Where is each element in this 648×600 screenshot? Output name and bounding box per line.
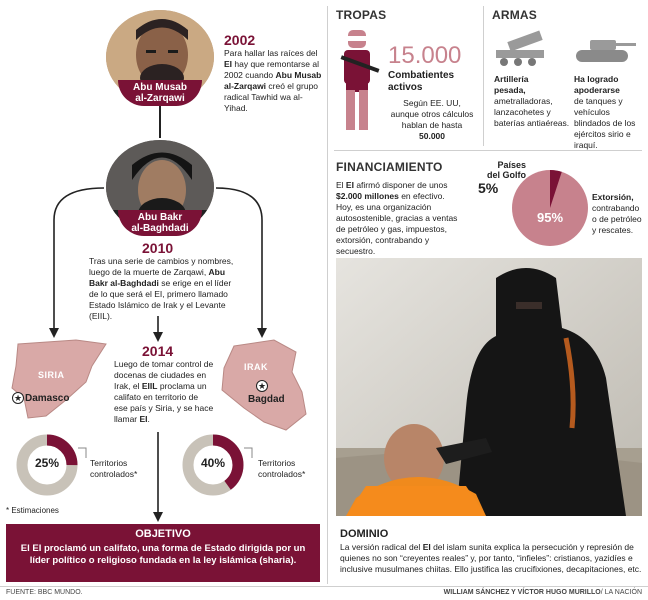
estimaciones-footnote: * Estimaciones <box>6 506 59 515</box>
objetivo-text-a: El <box>20 543 33 554</box>
irak-donut-leader <box>244 446 258 460</box>
tanques-line2: apoderarse <box>574 85 620 95</box>
financiamiento-text <box>336 180 460 257</box>
fin-text-b: EI <box>345 180 354 190</box>
zarqawi-text-e: creó el grupo radical Tawhid wa al-Yihad. <box>224 81 319 113</box>
zarqawi-name-line1: Abu Musab <box>133 82 187 93</box>
tropas-note-line4: 50.000 <box>419 131 445 141</box>
damasco-star-icon: ★ <box>13 393 23 403</box>
year-2014: 2014 <box>142 343 174 359</box>
soldier-icon <box>336 26 382 136</box>
siria-percent: 25% <box>34 456 60 470</box>
siria-label: SIRIA <box>38 370 65 380</box>
tropas-title: TROPAS <box>336 8 387 22</box>
tropas-note-line2: aunque otros cálculos <box>390 109 474 119</box>
baghdadi-text-a: Tras una serie de cambios y nombres, luego de la muerte de Zarqawi, <box>89 256 234 277</box>
tropas-label <box>388 70 454 94</box>
photo-illustration <box>336 258 642 516</box>
dominio-text-b: EI <box>422 542 431 552</box>
dominio-text-c: del islam sunita explica la persecución y represión de quienes no son “creyentes reales” y, por tanto, “infieles”: cristianos, yazidíes e inclusive musulmanes chiitas. Ello justifica las crucifixiones, decapitaciones, etc. <box>340 542 642 574</box>
main-percent: 95% <box>536 210 564 225</box>
siria-caption-line1: Territorios <box>90 458 128 468</box>
y2014-text-d: EI <box>139 414 148 424</box>
artilleria-rest: ametralladoras, lanzacohetes y baterías antiaéreas. <box>494 96 570 128</box>
baghdadi-description <box>89 256 239 322</box>
tropas-note-line1: Según EE. UU, <box>403 98 461 108</box>
financiamiento-pie-chart <box>510 168 590 248</box>
dominio-text-a: La versión radical del <box>340 542 423 552</box>
y2014-text-e: . <box>147 414 150 424</box>
bagdad-label: Bagdad <box>248 394 285 405</box>
irak-label: IRAK <box>244 362 268 372</box>
objetivo-title: OBJETIVO <box>135 528 191 540</box>
artilleria-line1: Artillería <box>494 74 529 84</box>
year-2010: 2010 <box>142 240 174 256</box>
baghdadi-name-line2: al-Baghdadi <box>131 223 189 234</box>
y2014-text-b: EIIL <box>141 381 158 391</box>
tank-icon <box>572 34 638 68</box>
footer-divider <box>0 586 648 587</box>
fin-text-d: $2.000 millones <box>336 191 399 201</box>
news-photo <box>336 258 642 516</box>
objetivo-text-c: proclamó un califato, una forma de Estado dirigida por un líder político o religioso fundada en la ley islámica (sharia). <box>29 543 306 566</box>
baghdadi-text-b: Abu Bakr al-Baghdadi <box>89 267 226 288</box>
zarqawi-text-a: Para hallar las raíces del <box>224 48 318 58</box>
tropas-label-line2: activos <box>388 82 423 93</box>
dominio-text <box>340 542 644 575</box>
baghdadi-text-c: se erige en el líder de lo que será el EI, primero llamado Estado Islámico de Irak y el Levante (EIIL). <box>89 278 232 321</box>
artilleria-text <box>494 74 570 129</box>
armas-title: ARMAS <box>492 8 537 22</box>
tropas-note-line3: hablan de hasta <box>401 120 463 130</box>
zarqawi-text-b: EI <box>224 59 233 69</box>
damasco-label: Damasco <box>25 393 70 404</box>
footer-credits-wrap <box>444 589 642 596</box>
baghdadi-name-line1: Abu Bakr <box>137 212 183 223</box>
extorsion-rest: contrabando o de petróleo y rescates. <box>592 203 642 235</box>
footer-source: FUENTE: BBC MUNDO. <box>6 589 83 596</box>
fin-text-e: en efectivo. Hoy, es una organización autosostenible, gracias a ventas de petróleo y gas, impuestos, extorsión, contrabando y secuestro. <box>336 191 458 256</box>
column-divider <box>327 6 328 584</box>
footer-credits: WILLIAM SÁNCHEZ Y VÍCTOR HUGO MURILLO <box>443 589 601 596</box>
golfo-percent: 5% <box>478 180 499 196</box>
bagdad-star-icon: ★ <box>257 381 267 391</box>
year-2002: 2002 <box>224 32 256 48</box>
objetivo-box <box>6 524 320 582</box>
fin-text-a: El <box>336 180 346 190</box>
tropas-note <box>386 98 478 142</box>
tanques-text <box>574 74 644 151</box>
tropas-label-line1: Combatientes <box>388 70 455 81</box>
extorsion-text <box>592 192 644 236</box>
golfo-line1: Países <box>497 160 526 170</box>
extorsion-title: Extorsión, <box>592 192 634 202</box>
fin-text-c: afirmó disponer de unos <box>353 180 448 190</box>
irak-caption <box>258 458 305 480</box>
y2014-text-a: Luego de tomar control de docenas de ciudades en Irak, el <box>114 359 214 391</box>
y2014-description <box>114 359 214 425</box>
objetivo-text <box>14 543 312 567</box>
zarqawi-text-d: Abu Musab al-Zarqawi <box>224 70 322 91</box>
irak-caption-line2: controlados* <box>258 469 306 479</box>
golfo-line2: del Golfo <box>487 170 526 180</box>
tropas-armas-divider <box>483 6 484 146</box>
y2014-text-c: proclama un califato en territorio de ese país y Siria, y se hace llamar <box>114 381 214 424</box>
siria-caption <box>90 458 137 480</box>
rocket-launcher-icon <box>492 28 550 68</box>
dominio-title: DOMINIO <box>340 528 389 540</box>
irak-percent: 40% <box>200 456 226 470</box>
tanques-line1: Ha logrado <box>574 74 619 84</box>
zarqawi-text-c: hay que remontarse al 2002 cuando <box>224 59 319 80</box>
irak-caption-line1: Territorios <box>258 458 296 468</box>
artilleria-line2: pesada, <box>494 85 526 95</box>
zarqawi-name-line2: al-Zarqawi <box>135 93 185 104</box>
objetivo-text-b: EI <box>32 543 42 554</box>
financiamiento-title: FINANCIAMIENTO <box>336 160 443 174</box>
tanques-rest: de tanques y vehículos blindados de los ejércitos sirio e iraquí. <box>574 96 636 150</box>
siria-caption-line2: controlados* <box>90 469 138 479</box>
footer-outlet: / LA NACIÓN <box>600 589 642 596</box>
tropas-number: 15.000 <box>388 42 462 69</box>
